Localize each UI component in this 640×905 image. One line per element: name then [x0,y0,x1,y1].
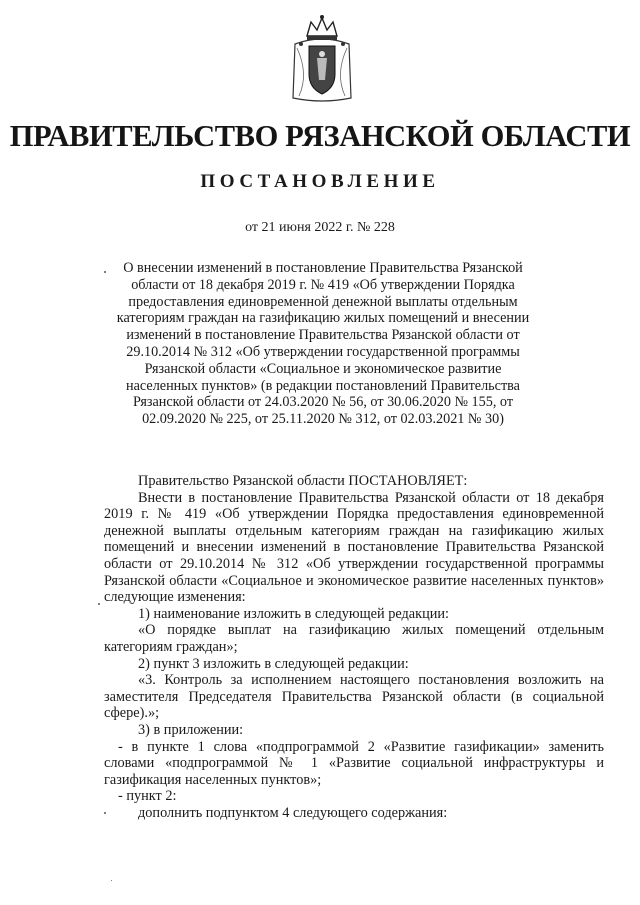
document-date-number: от 21 июня 2022 г. № 228 [245,220,395,235]
body-paragraph: «3. Контроль за исполнением настоящего постановления возложить на заместителя Председателя Правительства Рязанской области (в социальной сфере).»; [104,672,604,722]
scan-speck [98,603,100,605]
scan-speck [104,812,106,814]
body-paragraph: 2) пункт 3 изложить в следующей редакции: [138,655,409,672]
coat-of-arms-icon [289,14,355,104]
document-body [104,473,604,821]
body-paragraph: 3) в приложении: [138,721,244,738]
body-paragraph: - пункт 2: [118,788,177,805]
body-paragraph: дополнить подпунктом 4 следующего содержания: [138,804,448,821]
government-title: ПРАВИТЕЛЬСТВО РЯЗАНСКОЙ ОБЛАСТИ [9,119,631,153]
body-paragraph: 1) наименование изложить в следующей редакции: [138,605,449,622]
document-subject: О внесении изменений в постановление Правительства Рязанской области от 18 декабря 2019 г. № 419 «Об утверждении Порядка предоставления единовременной денежной выплаты отдельным категориям граждан на газификацию жилых помещений и внесении изменений в постановление Правительства Рязанской области от 29.10.2014 № 312 «Об утверждении государственной программы Рязанской области «Социальное и экономическое развитие населенных пунктов» (в редакции постановлений Правительства Рязанской области от 24.03.2020 № 56, от 30.06.2020 № 155, от 02.09.2020 № 225, от 25.11.2020 № 312, от 02.03.2021 № 30) [116,260,530,428]
body-paragraph: «О порядке выплат на газификацию жилых помещений отдельным категориям граждан»; [104,622,604,655]
body-paragraph: Внести в постановление Правительства Рязанской области от 18 декабря 2019 г. № 419 «Об утверждении Порядка предоставления единовременной денежной выплаты отдельным категориям граждан на газификацию жилых помещений и внесении изменений в постановление Правительства Рязанской области от 29.10.2014 № 312 «Об утверждении государственной программы Рязанской области «Социальное и экономическое развитие населенных пунктов» следующие изменения: [104,489,604,606]
body-paragraph: Правительство Рязанской области ПОСТАНОВЛЯЕТ: [138,473,468,489]
body-paragraph: - в пункте 1 слова «подпрограммой 2 «Развитие газификации» заменить словами «подпрограммой № 1 «Развитие социальной инфраструктуры и газификация населенных пунктов»; [104,738,604,788]
scan-speck [111,880,112,881]
document-type: ПОСТАНОВЛЕНИЕ [200,171,440,192]
scan-speck [104,271,106,273]
